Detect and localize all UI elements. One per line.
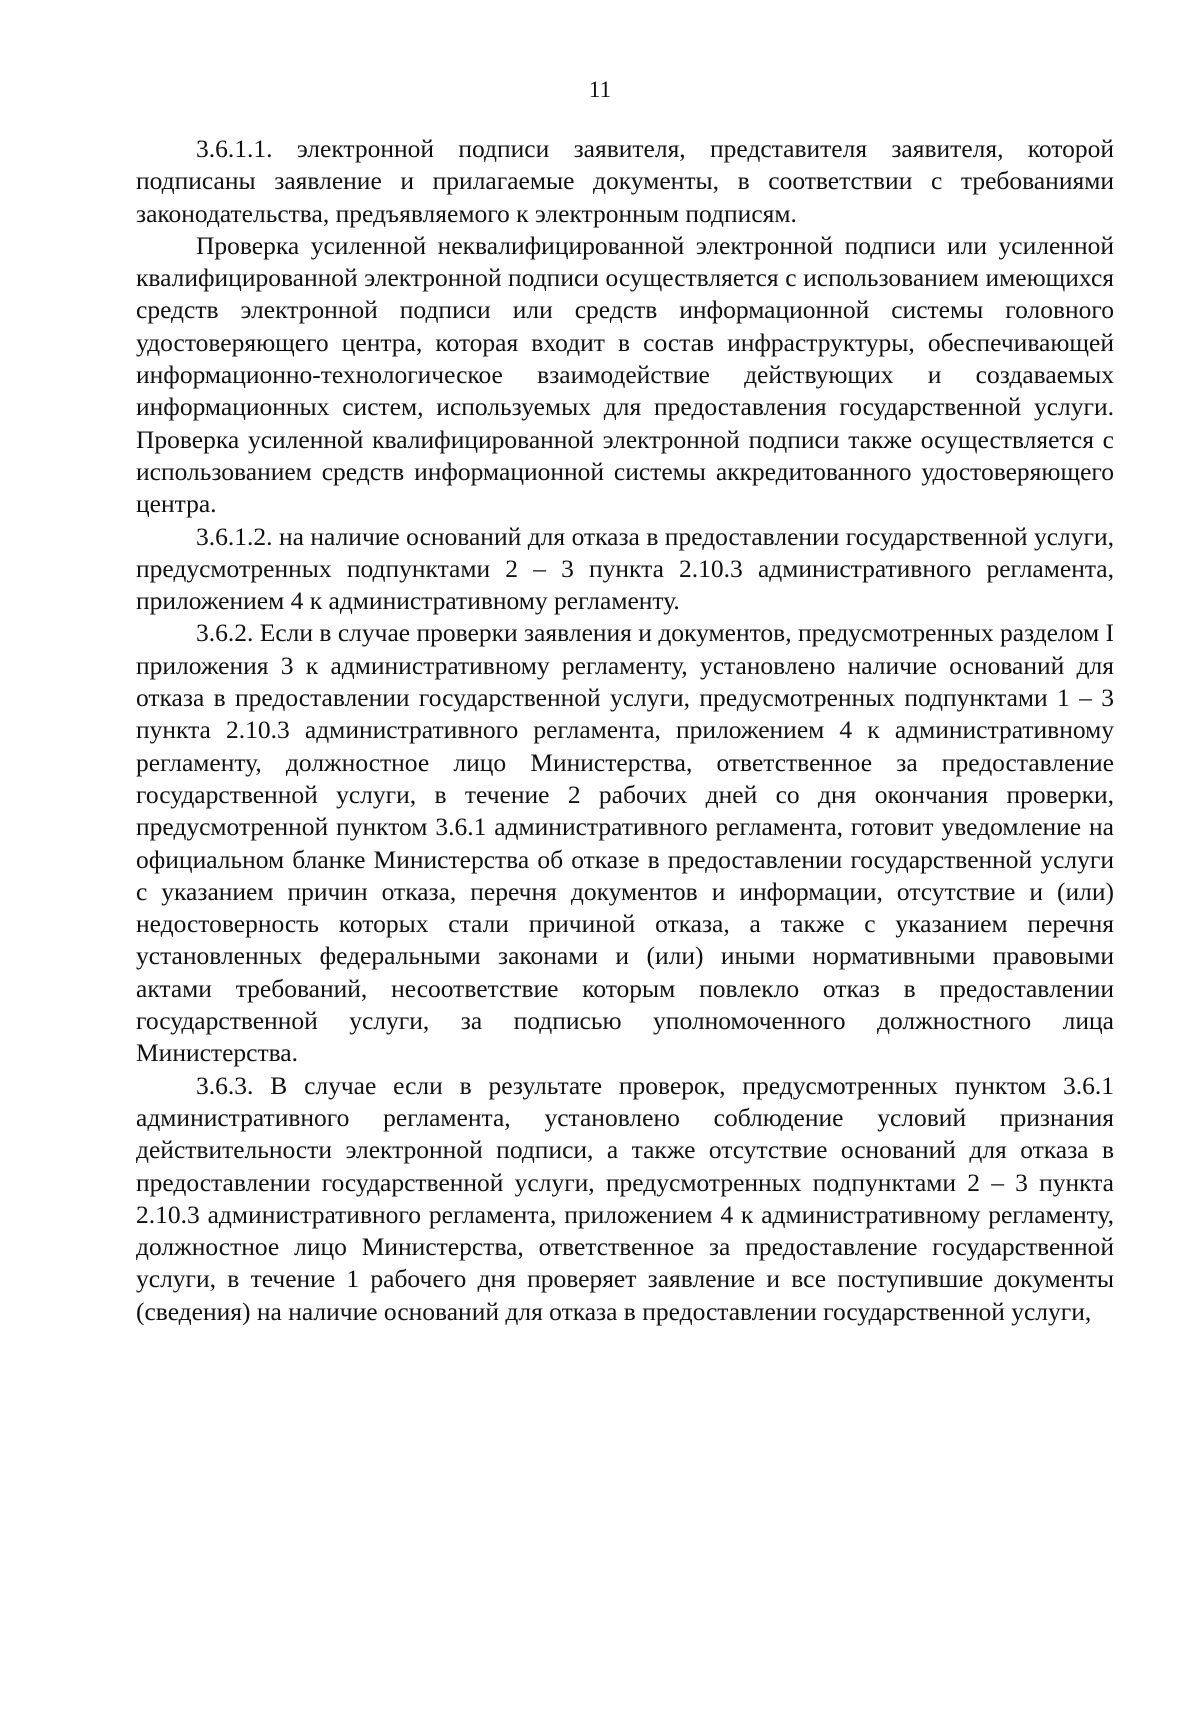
paragraph-3-6-1-2: 3.6.1.2. на наличие оснований для отказа в предоставлении государственной услуги, предусмотренных подпунктами 2 – 3 пункта 2.10.3 административного регламента, приложением 4 к административному регламенту. [136, 521, 1114, 616]
paragraph-3-6-3: 3.6.3. В случае если в результате проверок, предусмотренных пунктом 3.6.1 административного регламента, установлено соблюдение условий признания действительности электронной подписи, а также отсутствие оснований для отказа в предоставлении государственной услуги, предусмотренных подпунктами 2 – 3 пункта 2.10.3 административного регламента, приложением 4 к административному регламенту, должностное лицо Министерства, ответственное за предоставление государственной услуги, в течение 1 рабочего дня проверяет заявление и все поступившие документы (сведения) на наличие оснований для отказа в предоставлении государственной услуги, [136, 1070, 1114, 1326]
page-number: 11 [588, 77, 612, 102]
paragraph-3-6-1-1: 3.6.1.1. электронной подписи заявителя, представителя заявителя, которой подписаны заявление и прилагаемые документы, в соответствии с требованиями законодательства, предъявляемого к электронным подписям. [136, 134, 1114, 228]
paragraph-signature-check: Проверка усиленной неквалифицированной электронной подписи или усиленной квалифицированной электронной подписи осуществляется с использованием имеющихся средств электронной подписи или средств информационной системы головного удостоверяющего центра, которая входит в состав инфраструктуры, обеспечивающей информационно-технологическое взаимодействие действующих и создаваемых информационных систем, используемых для предоставления государственной услуги. Проверка усиленной квалифицированной электронной подписи также осуществляется с использованием средств информационной системы аккредитованного удостоверяющего центра. [136, 230, 1114, 519]
paragraph-3-6-2: 3.6.2. Если в случае проверки заявления и документов, предусмотренных разделом I приложения 3 к административному регламенту, установлено наличие оснований для отказа в предоставлении государственной услуги, предусмотренных подпунктами 1 – 3 пункта 2.10.3 административного регламента, приложением 4 к административному регламенту, должностное лицо Министерства, ответственное за предоставление государственной услуги, в течение 2 рабочих дней со дня окончания проверки, предусмотренной пунктом 3.6.1 административного регламента, готовит уведомление на официальном бланке Министерства об отказе в предоставлении государственной услуги с указанием причин отказа, перечня документов и информации, отсутствие и (или) недостоверность которых стали причиной отказа, а также с указанием перечня установленных федеральными законами и (или) иными нормативными правовыми актами требований, несоответствие которым повлекло отказ в предоставлении государственной услуги, за подписью уполномоченного должностного лица Министерства. [136, 618, 1114, 1068]
document-body [136, 133, 1114, 1328]
